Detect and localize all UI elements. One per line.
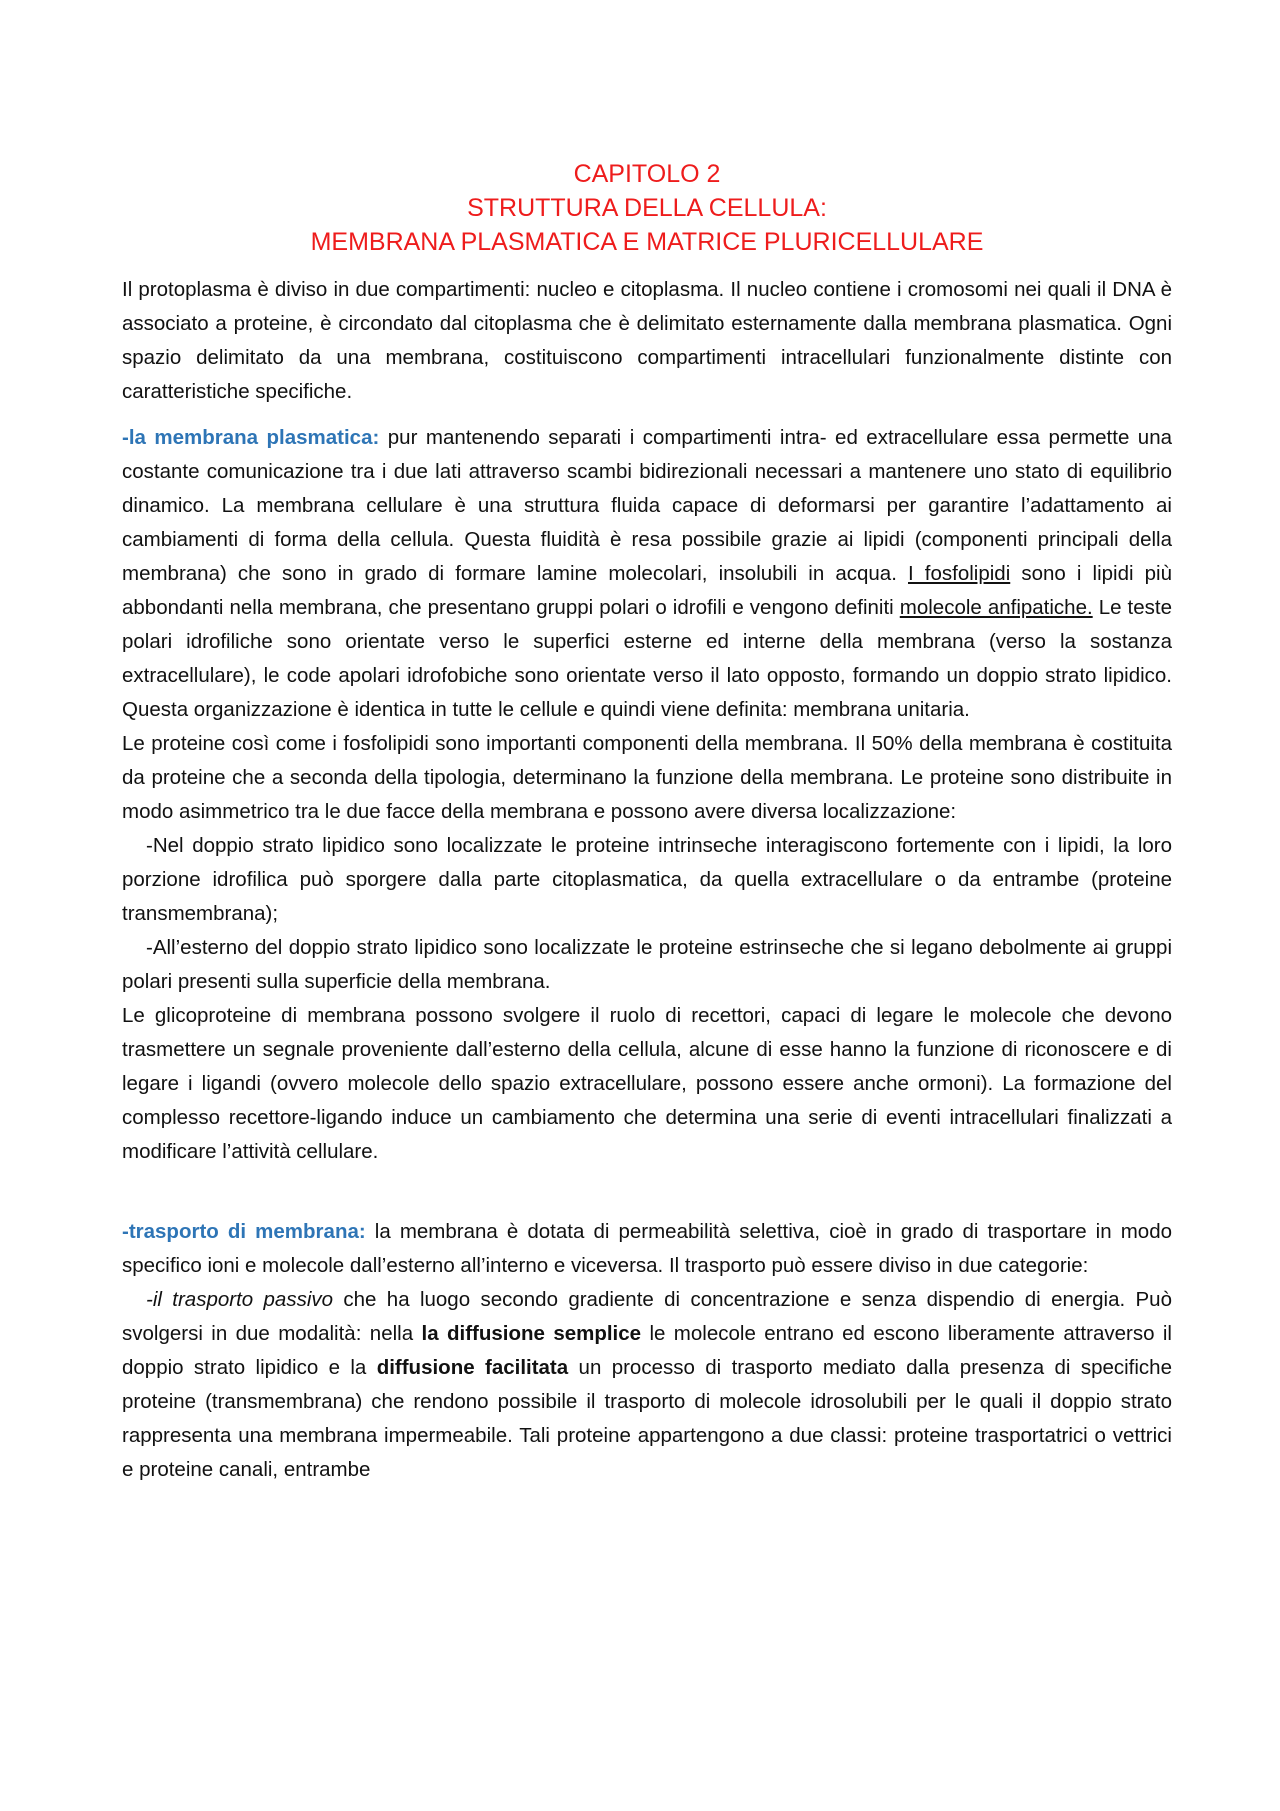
- chapter-title-line-1: STRUTTURA DELLA CELLULA:: [467, 194, 827, 222]
- list-item-intrinseche: [122, 829, 1172, 931]
- membrana-paragraph-1: [122, 421, 1172, 727]
- text-run: che ha luogo secondo gradiente di concentrazione e senza dispendio di: [333, 1288, 1041, 1311]
- document-page: [122, 157, 1172, 1487]
- italic-term-trasporto-passivo: -il trasporto passivo: [146, 1288, 334, 1311]
- list-item-first-line: [122, 1288, 1041, 1311]
- spacer: [122, 409, 1172, 421]
- trasporto-paragraph-1: [122, 1215, 1172, 1283]
- text-run: pur mantenendo separati i compartimenti intra- ed extracellulare essa permette una costante comunicazione tra i due lati attraverso scambi bidirezionali necessari a mantenere uno stato di equilibrio dinamico. La membrana cellulare è una struttura fluida capace di deformarsi per garantire l’adattamento ai cambiamenti di forma della cellula. Questa fluidità è resa possibile grazie ai lipidi (componenti principali della membrana) che sono in grado di formare lamine molecolari, insolubili in acqua.: [122, 426, 1172, 585]
- section-heading-membrana: -la membrana plasmatica:: [122, 426, 380, 449]
- list-item-estrinseche: [122, 931, 1172, 999]
- underlined-term-anfipatiche: molecole anfipatiche.: [899, 596, 1093, 619]
- list-item-continuation: i lipidi, la loro porzione idrofilica può sporgere dalla parte citoplasmatica, da quella extracellulare o da entrambe (proteine transmembrana);: [122, 834, 1173, 925]
- membrana-paragraph-3: Le glicoproteine di membrana possono svolgere il ruolo di recettori, capaci di legare le molecole che devono trasmettere un segnale proveniente dall’esterno della cellula, alcune di esse hanno la funzione di riconoscere e di legare i ligandi (ovvero molecole dello spazio extracellulare, possono essere anche ormoni). La formazione del complesso recettore-ligando induce un cambiamento che determina una serie di eventi intracellulari finalizzati a modificare l’attività cellulare.: [122, 1004, 1172, 1163]
- list-item-first-line: -Nel doppio strato lipidico sono localizzate le proteine intrinseche interagiscono fortemente con: [146, 834, 1037, 857]
- text-run: energia. Può svolgersi in due modalità: nella: [122, 1288, 1172, 1345]
- chapter-title: [122, 157, 1172, 259]
- list-item-continuation: debolmente ai gruppi polari presenti sulla superficie della membrana.: [122, 936, 1172, 993]
- list-item-trasporto-passivo: [122, 1283, 1172, 1487]
- membrana-paragraph-2: Le proteine così come i fosfolipidi sono importanti componenti della membrana. Il 50% della membrana è costituita da proteine che a seconda della tipologia, determinano la funzione della membrana. Le proteine sono distribuite in modo asimmetrico tra le due facce della membrana e possono avere diversa localizzazione:: [122, 732, 1172, 823]
- text-run: Le teste polari idrofiliche sono orientate verso le superfici esterne ed interne della membrana (verso la sostanza extracellulare), le code apolari idrofobiche sono orientate verso il lato opposto, formando un doppio strato lipidico. Questa organizzazione è identica in tutte le cellule e quindi viene definita: membrana unitaria.: [122, 596, 1172, 721]
- spacer: [122, 1169, 1172, 1215]
- list-item-first-line: -All’esterno del doppio strato lipidico sono localizzate le proteine estrinseche che si legano: [146, 936, 973, 959]
- section-heading-trasporto: -trasporto di membrana:: [122, 1220, 366, 1243]
- underlined-term-fosfolipidi: I fosfolipidi: [908, 562, 1011, 585]
- text-run: sono i lipidi più abbondanti nella membrana, che presentano gruppi polari o idrofili e vengono definiti: [122, 562, 1172, 619]
- chapter-number: CAPITOLO 2: [573, 160, 721, 188]
- text-run: la membrana è dotata di permeabilità selettiva, cioè in grado di trasportare in modo specifico ioni e molecole dall’esterno all’interno e viceversa. Il trasporto può essere diviso in due categorie:: [122, 1220, 1173, 1277]
- chapter-title-line-2: MEMBRANA PLASMATICA E MATRICE PLURICELLULARE: [310, 228, 984, 256]
- bold-term-diffusione-semplice: la diffusione semplice: [421, 1322, 642, 1345]
- intro-paragraph: Il protoplasma è diviso in due compartimenti: nucleo e citoplasma. Il nucleo contiene i cromosomi nei quali il DNA è associato a proteine, è circondato dal citoplasma che è delimitato esternamente dalla membrana plasmatica. Ogni spazio delimitato da una membrana, costituiscono compartimenti intracellulari funzionalmente distinte con caratteristiche specifiche.: [122, 278, 1172, 403]
- bold-term-diffusione-facilitata: diffusione facilitata: [376, 1356, 569, 1379]
- text-run: un processo di trasporto mediato dalla presenza di specifiche proteine (transmembrana) che rendono possibile il trasporto di molecole idrosolubili per le quali il doppio strato rappresenta una membrana impermeabile. Tali proteine appartengono a due classi: proteine trasportatrici o vettrici e proteine canali, entrambe: [122, 1356, 1172, 1481]
- text-run: le molecole entrano ed escono liberamente attraverso il doppio strato lipidico e la: [122, 1322, 1172, 1379]
